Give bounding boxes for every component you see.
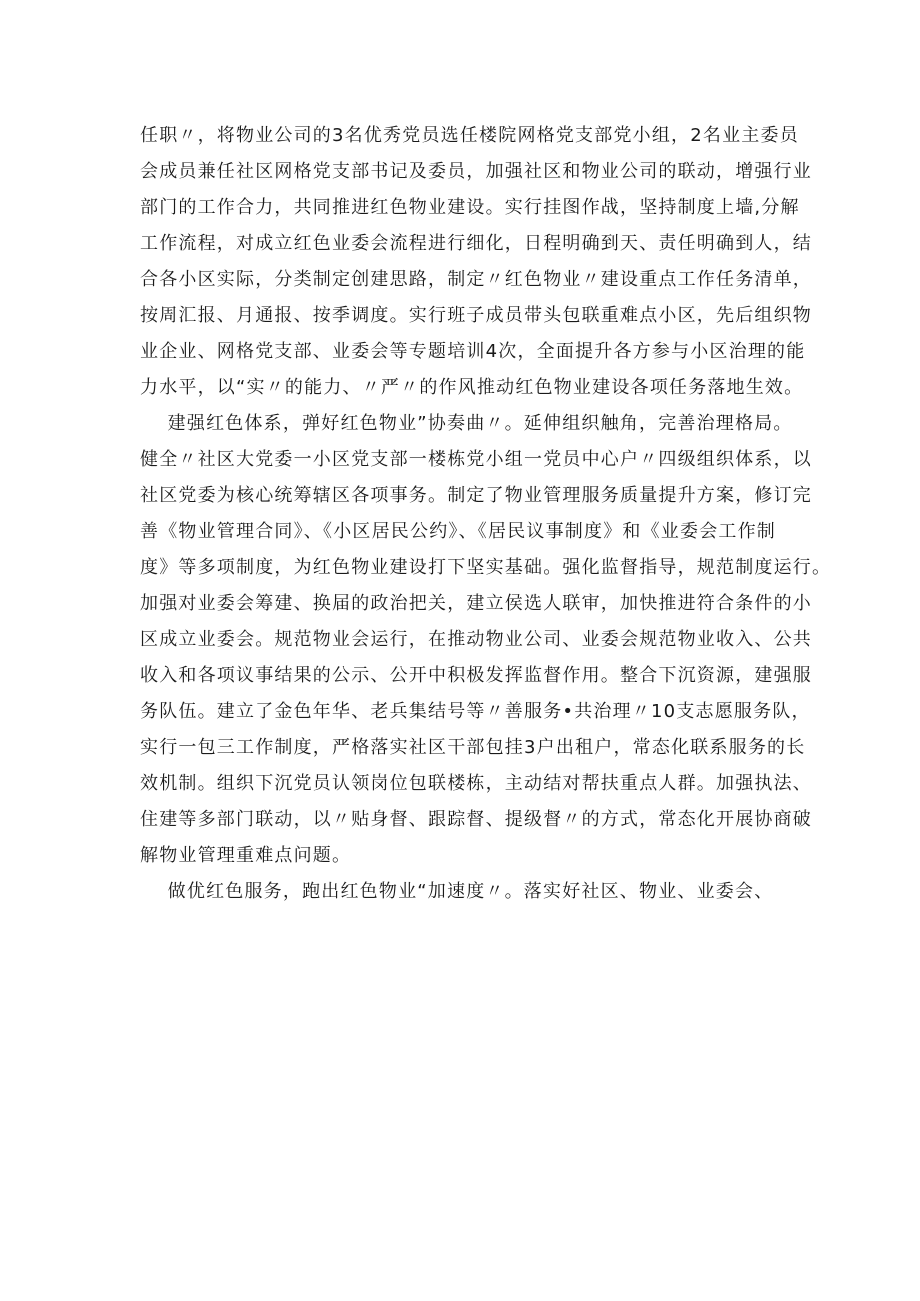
text-line: 实行一包三工作制度，严格落实社区干部包挂3户出租户，常态化联系服务的长 [140,737,806,758]
text-line: 解物业管理重难点问题。 [140,845,352,866]
text-line: 务队伍。建立了金色年华、老兵集结号等〃善服务•共治理〃10支志愿服务队， [140,701,811,722]
text-line: 效机制。组织下沉党员认领岗位包联楼栋，主动结对帮扶重点人群。加强执法、 [140,773,812,794]
text-line: 加强对业委会筹建、换届的政治把关，建立侯选人联审，加快推进符合条件的小 [140,593,812,614]
text-line: 做优红色服务，跑出红色物业“加速度〃。落实好社区、物业、业委会、 [140,881,774,902]
text-line: 力水平，以“实〃的能力、〃严〃的作风推动红色物业建设各项任务落地生效。 [140,377,804,398]
text-line: 部门的工作合力，共同推进红色物业建设。实行挂图作战，坚持制度上墙,分解 [140,197,800,218]
text-line: 收入和各项议事结果的公示、公开中积极发挥监督作用。整合下沉资源，建强服 [140,665,812,686]
document-body [140,118,832,910]
text-line: 建强红色体系，弹好红色物业”协奏曲〃。延伸组织触角，完善治理格局。 [140,413,793,434]
text-line: 业企业、网格党支部、业委会等专题培训4次，全面提升各方参与小区治理的能 [140,341,806,362]
text-line: 按周汇报、月通报、按季调度。实行班子成员带头包联重难点小区，先后组织物 [140,305,812,326]
text-line: 住建等多部门联动，以〃贴身督、跟踪督、提级督〃的方式，常态化开展协商破 [140,809,812,830]
text-line: 善《物业管理合同》、《小区居民公约》、《居民议事制度》和《业委会工作制 [140,521,776,542]
text-line: 工作流程，对成立红色业委会流程进行细化，日程明确到天、责任明确到人，结 [140,233,812,254]
paragraph-1 [140,118,812,406]
text-line: 健全〃社区大党委一小区党支部一楼栋党小组一党员中心户〃四级组织体系，以 [140,449,812,470]
paragraph-2 [140,406,832,874]
text-line: 区成立业委会。规范物业会运行，在推动物业公司、业委会规范物业收入、公共 [140,629,812,650]
text-line: 任职〃，将物业公司的3名优秀党员选任楼院网格党支部党小组，2名业主委员 [140,125,799,146]
text-line: 度》等多项制度，为红色物业建设打下坚实基础。强化监督指导，规范制度运行。 [140,557,832,578]
text-line: 合各小区实际，分类制定创建思路，制定〃红色物业〃建设重点工作任务清单， [140,269,812,290]
paragraph-3 [140,874,800,910]
text-line: 社区党委为核心统筹辖区各项事务。制定了物业管理服务质量提升方案，修订完 [140,485,812,506]
text-line: 会成员兼任社区网格党支部书记及委员，加强社区和物业公司的联动，增强行业 [140,161,812,182]
